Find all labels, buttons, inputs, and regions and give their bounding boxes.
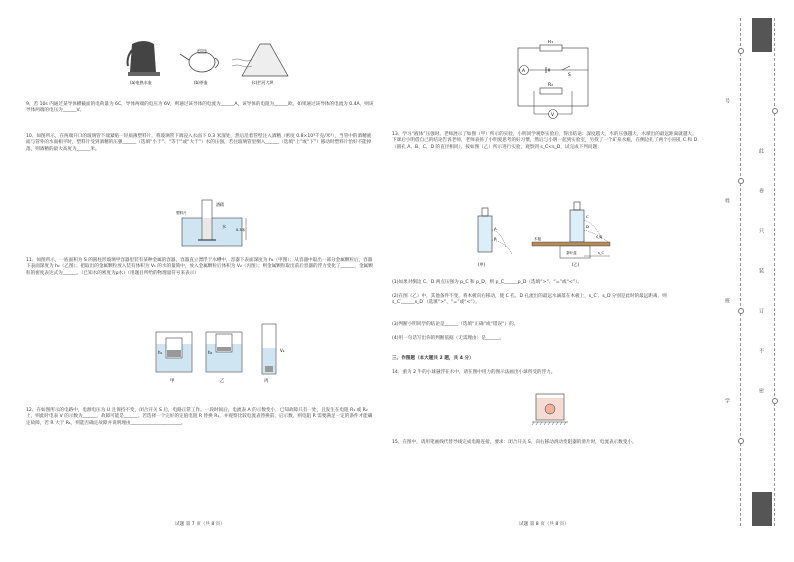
question-14: 14、重为 2 牛的小球悬浮在水中，请在图中用力的图示法画出小球所受的浮力。 <box>392 370 556 375</box>
label-yi: 乙 <box>220 379 225 384</box>
label-v: V <box>551 113 555 118</box>
binding-strip <box>712 18 786 526</box>
binding-label: 密 <box>758 388 764 393</box>
label-plastic: 塑料片 <box>176 211 187 215</box>
question-13-sub-3: (3)判断小明同学的结论是______（选填“正确”或“错误”）的。 <box>392 322 519 327</box>
question-13-sub-1: (1)如果对倒边 C、D 两点压强为 p_C 和 p_D，则 p_C______p_D（选填“>”、“=”或“<”）。 <box>392 280 583 285</box>
binding-label: 只 <box>758 228 764 233</box>
q10-figure <box>176 196 256 250</box>
binding-hole <box>738 308 744 314</box>
dashed-binding-line-inner <box>774 18 775 526</box>
question-13: 13、学习“液体”压强时，老师展示了如图（甲）所示的实验，小明同学观察实验后，得出结论：深度越大，水的压强越大，水喷出的最远距离就越大。下课后小明借自己的结论告诉老师，老师表扬了小明爱思考的好习惯，然后与小明一起到实验室，另找了一个矿泉水瓶，在侧边扎了两个小圆孔 C 和 D（圆孔 A、B、C、D 的直径相同），按如图（乙）所示进行实验，观察到 s_C<s_D，试完成下列问题： <box>392 132 698 150</box>
binding-label: 装 <box>758 268 764 273</box>
label-bing: 丙 <box>264 379 269 384</box>
label-h2: h₂ <box>208 350 213 355</box>
binding-hole <box>738 178 744 184</box>
label-jia: 甲 <box>170 379 175 384</box>
binding-hole <box>772 398 778 404</box>
dashed-binding-line-outer <box>740 18 741 526</box>
resistor-r2 <box>540 88 562 94</box>
label-a: A <box>522 69 526 74</box>
binding-side-label: 班 <box>724 298 730 303</box>
q11-figure <box>152 322 292 384</box>
question-13-sub-4: (4)用一句话写出你的判断依据（无需理由）是______。 <box>392 336 505 341</box>
question-10: 10、如图所示，在两端开口的玻璃管下端紧贴一轻质薄塑料片，将玻璃管下端浸入水面下 0.3 米深处，然后沿着管壁注入酒精（密度 0.8×10³千克/米³），当管中的酒精液面与管外的水面相平时，塑料片受到酒精的压强______（选填“小于”、“等于”或“大于”）水的压强，若往玻璃管里倒入______（选填“上”或“下”）移动时塑料片恰好不能掉落，则酒精的最大高度为______米。 <box>26 134 372 152</box>
binding-label: 此 <box>758 148 764 153</box>
page-footer-8: 试题 第 8 页（共 8 页） <box>519 522 569 527</box>
section-3-heading: 三、作图题（本大题共 2 题，共 4 分） <box>392 356 474 361</box>
label-h1: h₁ <box>158 350 163 355</box>
label-board: 木板 <box>534 237 542 241</box>
caption-teapot: (b)茶壶 <box>194 80 208 85</box>
binding-side-label: 姓 <box>724 198 730 203</box>
caption-dam: (c)拦河大坝 <box>252 80 274 85</box>
label-r2: R₂ <box>548 83 554 88</box>
binding-hole <box>738 48 744 54</box>
teapot-image <box>180 50 219 72</box>
label-r1: R₁ <box>548 40 554 45</box>
left-page <box>26 0 374 562</box>
label-a: A <box>494 226 497 231</box>
page-footer-7: 试题 第 7 页（共 8 页） <box>175 522 225 527</box>
binding-label: 不 <box>758 348 764 353</box>
bottle-yi <box>532 202 610 267</box>
label-d: D <box>586 224 589 229</box>
circuit-diagram <box>508 40 598 124</box>
label-alcohol: 酒精 <box>216 202 224 207</box>
graduated-cylinder <box>262 324 276 374</box>
q13-figure <box>472 196 622 270</box>
q8-figures <box>122 36 302 86</box>
label-water: 水 <box>222 224 226 229</box>
binding-side-label: 号 <box>724 98 730 103</box>
label-jia: (甲) <box>478 262 486 267</box>
binding-label: 订 <box>758 308 764 313</box>
label-box: 茶叶盒 <box>566 251 577 255</box>
label-yi: (乙) <box>572 262 580 267</box>
binding-hole <box>772 108 778 114</box>
label-b: B <box>494 236 497 241</box>
binding-hole <box>738 438 744 444</box>
binding-dark-block-top <box>752 18 772 52</box>
question-11: 11、如图所示，一底面积为 S 的圆柱形玻璃甲容器里装有某种金属的容器，容器直立漂浮于水槽中，容器下表面深度为 h₁（甲图）；从容器中取出一部分金属颗粒后，容器下表面深度为 h₂（乙图）；把取出的金属颗粒放入装有体积为 V₁ 的水的量筒中，放入金属颗粒后体积为 V₂（丙图）；则金属颗粒取出前后容器的浮力变化了______，金属颗粒的密度表达式为______。（已知水的密度为ρ水）（用题目所给的物理量符号来表示） <box>26 258 373 276</box>
label-s: S <box>568 73 571 78</box>
question-9: 9、若 10s 内通过某导体横截面的电荷量为 6C，导体两端的电压为 6V，则通过该导体的电流为______A，该导体的电阻为______欧。如果通过该导体的电流为 0.4A，则该导体两端的电压为______V。 <box>26 102 374 114</box>
binding-dark-block-bottom <box>752 492 772 526</box>
bottle-jia <box>478 208 512 267</box>
caption-kettle: (a)电热水壶 <box>130 80 152 85</box>
resistor-r1 <box>540 45 562 51</box>
dam-image <box>232 44 288 76</box>
switch-s <box>562 66 570 70</box>
label-depth: 0.3米 <box>236 228 246 232</box>
binding-side-label: 学 <box>724 398 730 403</box>
floating-ball <box>545 404 555 414</box>
question-13-sub-2: (2)在图（乙）中，其他条件不变，将木板向右移动，使 C 孔、D 孔流出的最远水滴落在木板上，s_C′、s_D′分别是此时的最远距离，则 s_C′______s_D′（选填“>”、“=”或“<”）。 <box>392 294 667 306</box>
q14-figure <box>530 388 570 428</box>
question-12: 12、在如图所示的电路中，电源电压为 U 且保持不变，闭合开关 S 后，电路正常工作。一段时间后，电流表 A 的示数变小，已知故障只有一处，且发生在电阻 R₁ 或 R₂ 上，则此时电表 V 的示数为______，故障可能是______。若选择一个完好的定值电阻 R 替换 R₁，并观察比较电流表替换前、后示数，则电阻 R 需要满足一定的条件才能确定故障，若 R 大于 R₁，则能否确定故障并说明理由______________________。 <box>26 408 373 426</box>
label-v2: V₂ <box>280 348 285 353</box>
label-sc: s_C <box>598 251 604 255</box>
label-c: C <box>586 214 589 219</box>
kettle-image <box>128 41 161 76</box>
question-15: 15、在图中，请用笔画线代替导线完成电路连接，要求：闭合开关 S，向右移动滑动变阻器的滑片时，电流表示数变小。 <box>392 440 637 445</box>
binding-label: 卷 <box>758 188 764 193</box>
label-sd: s_D <box>596 235 603 239</box>
right-page <box>392 0 698 562</box>
